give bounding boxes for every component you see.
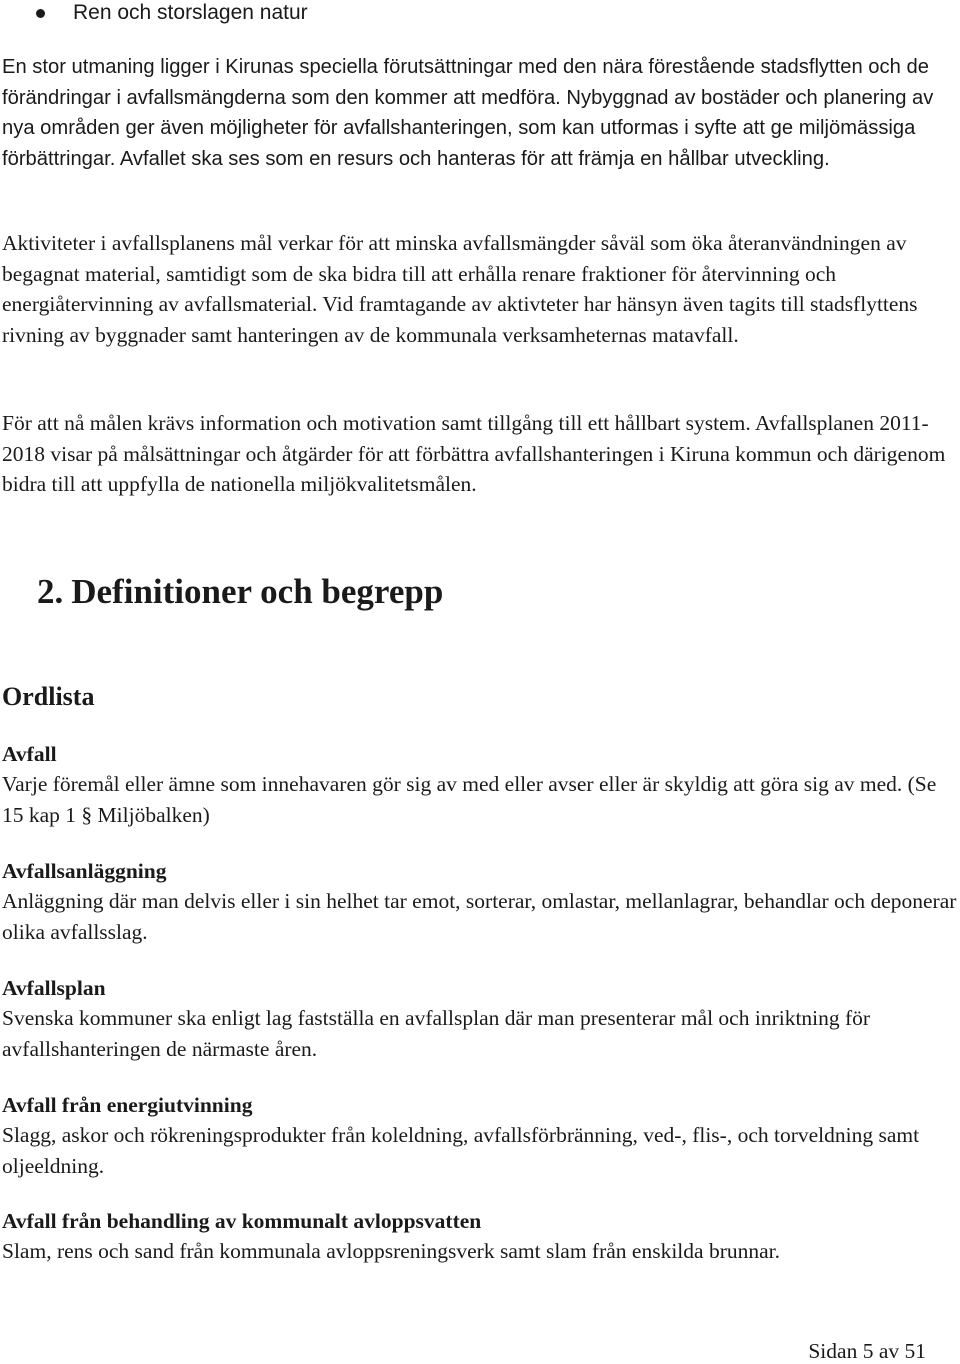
term-title: Avfall från behandling av kommunalt avloppsvatten bbox=[2, 1209, 482, 1233]
section-heading bbox=[37, 570, 443, 614]
subheading-ordlista: Ordlista bbox=[2, 682, 95, 711]
section-title: Definitioner och begrepp bbox=[71, 572, 444, 611]
term-definition: Anläggning där man delvis eller i sin helhet tar emot, sorterar, omlastar, mellanlagrar, behandlar och deponerar olika avfallsslag. bbox=[2, 889, 957, 944]
term-definition: Svenska kommuner ska enligt lag fastställa en avfallsplan där man presenterar mål och inriktning för avfallshanteringen de närmaste åren. bbox=[2, 1006, 871, 1061]
glossary-term bbox=[2, 1090, 960, 1181]
term-title: Avfall från energiutvinning bbox=[2, 1093, 253, 1117]
term-title: Avfallsanläggning bbox=[2, 859, 167, 883]
page-number-footer: Sidan 5 av 51 bbox=[808, 1339, 926, 1363]
term-definition: Slam, rens och sand från kommunala avloppsreningsverk samt slam från enskilda brunnar. bbox=[2, 1239, 780, 1263]
glossary-term bbox=[2, 856, 960, 947]
paragraph-malen: För att nå målen krävs information och motivation samt tillgång till ett hållbart system. Avfallsplanen 2011-2018 visar på målsättningar och åtgärder för att förbättra avfallshanteringen i Kiruna kommun och därigenom bidra till att uppfylla de nationella miljökvalitetsmålen. bbox=[2, 411, 946, 496]
glossary-term bbox=[2, 1206, 960, 1267]
section-number: 2. bbox=[37, 572, 64, 611]
glossary-term bbox=[2, 739, 960, 830]
term-title: Avfallsplan bbox=[2, 976, 106, 1000]
bullet-item-text: Ren och storslagen natur bbox=[73, 1, 308, 24]
term-definition: Slagg, askor och rökreningsprodukter från koleldning, avfallsförbränning, ved-, flis-, och torveldning samt oljeeldning. bbox=[2, 1123, 920, 1178]
term-title: Avfall bbox=[2, 742, 57, 766]
paragraph-aktiviteter: Aktiviteter i avfallsplanens mål verkar för att minska avfallsmängder såväl som öka återanvändningen av begagnat material, samtidigt som de ska bidra till att erhålla renare fraktioner för återvinning och energiåtervinning av avfallsmaterial. Vid framtagande av aktivteter har hänsyn även tagits till stadsflyttens rivning av byggnader samt hanteringen av de kommunala verksamheternas matavfall. bbox=[2, 231, 918, 347]
paragraph-stadsflytten: En stor utmaning ligger i Kirunas speciella förutsättningar med den nära förestående stadsflytten och de förändringar i avfallsmängderna som den kommer att medföra. Nybyggnad av bostäder och planering av nya områden ger även möjligheter för avfallshanteringen, som kan utformas i syfte att ge miljömässiga förbättringar. Avfallet ska ses som en resurs och hanteras för att främja en hållbar utveckling. bbox=[2, 56, 934, 170]
glossary-term bbox=[2, 973, 960, 1064]
term-definition: Varje föremål eller ämne som innehavaren gör sig av med eller avser eller är skyldig att göra sig av med. (Se 15 kap 1 § Miljöbalken) bbox=[2, 772, 937, 827]
bullet-dot-icon bbox=[36, 9, 45, 18]
